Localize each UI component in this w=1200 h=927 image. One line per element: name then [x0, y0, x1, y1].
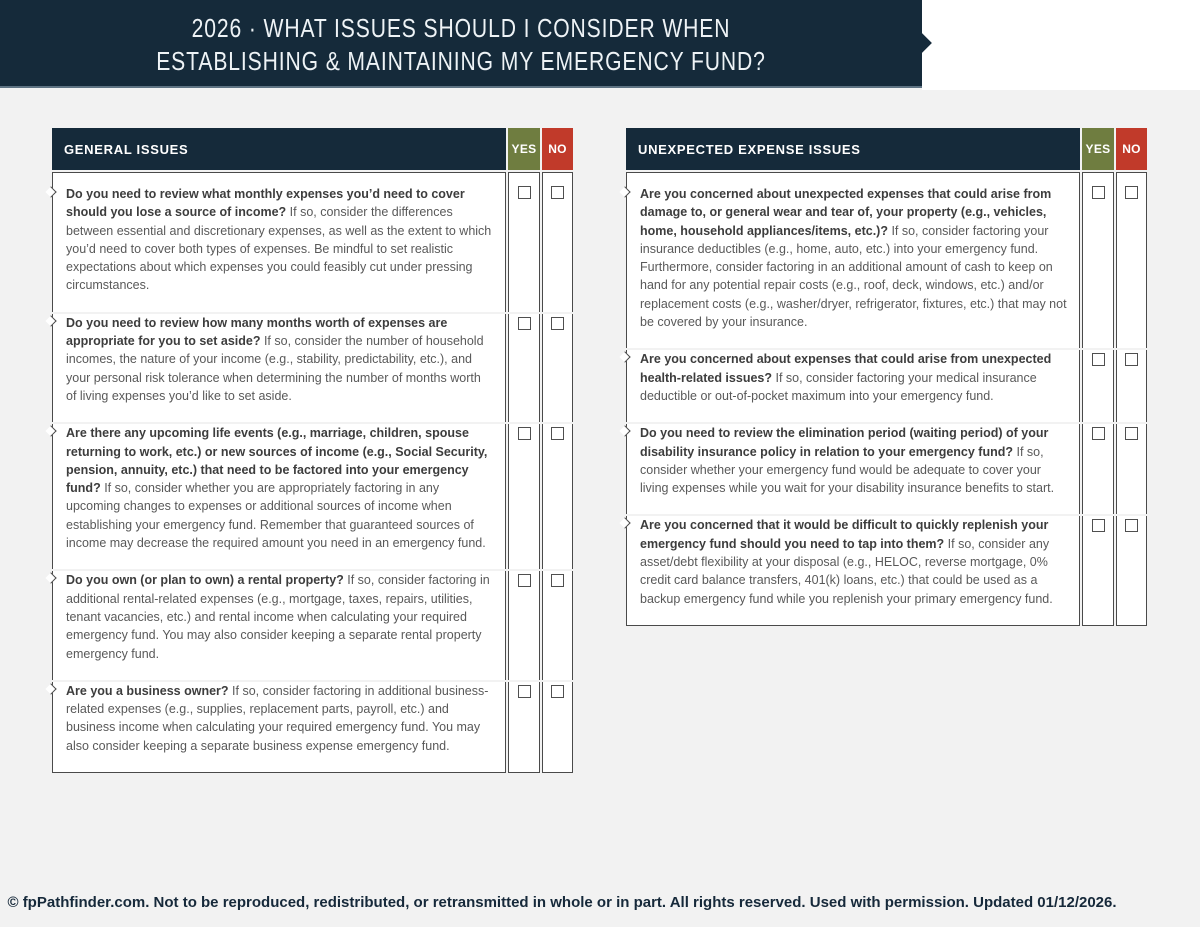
no-checkbox[interactable] [551, 317, 564, 330]
yes-column-header: YES [508, 128, 540, 170]
general-issues-table [52, 128, 573, 773]
header-right-spacer [922, 0, 1200, 90]
question-text: Are there any upcoming life events (e.g., marriage, children, spouse returning to work, etc.) or new sources of income (e.g., Social Security, pension, annuity, etc.) that need to be factored into your emergency fund? [66, 426, 488, 496]
no-cell [542, 314, 573, 422]
yes-checkbox[interactable] [1092, 186, 1105, 199]
question-text: Do you need to review how many months worth of expenses are appropriate for you to set aside? [66, 315, 448, 349]
no-checkbox[interactable] [1125, 427, 1138, 440]
yes-cell [1082, 350, 1114, 422]
question-detail: If so, consider whether you are appropriately factoring in any upcoming changes to expenses or additional sources of income when establishing your emergency fund. Remember that guaranteed sources of income may decrease the required amount you need in an emergency fund. [66, 481, 486, 551]
question-cell [626, 516, 1080, 625]
no-checkbox[interactable] [1125, 186, 1138, 199]
question-text: Are you a business owner? [66, 683, 229, 698]
question-cell [626, 424, 1080, 514]
no-checkbox[interactable] [1125, 519, 1138, 532]
chevron-right-icon [45, 426, 56, 437]
yes-checkbox[interactable] [518, 317, 531, 330]
chevron-right-icon [45, 186, 56, 197]
question-cell [52, 682, 506, 773]
no-cell [542, 172, 573, 312]
no-column-header: NO [1116, 128, 1147, 170]
yes-cell [508, 172, 540, 312]
page-title-line1: 2026 · WHAT ISSUES SHOULD I CONSIDER WHEN [191, 14, 731, 44]
no-checkbox[interactable] [1125, 353, 1138, 366]
no-cell [1116, 350, 1147, 422]
table-title: GENERAL ISSUES [52, 128, 506, 170]
question-cell [626, 172, 1080, 348]
table-title: UNEXPECTED EXPENSE ISSUES [626, 128, 1080, 170]
unexpected-expense-issues-table [626, 128, 1147, 626]
yes-checkbox[interactable] [518, 685, 531, 698]
question-text: Are you concerned about expenses that could arise from unexpected health-related issues? [640, 352, 1052, 385]
yes-cell [508, 424, 540, 569]
yes-checkbox[interactable] [1092, 427, 1105, 440]
no-cell [542, 682, 573, 773]
question-detail: If so, consider factoring your medical insurance deductible or out-of-pocket maximum into your emergency fund. [640, 370, 1037, 403]
yes-cell [508, 571, 540, 679]
question-cell [52, 314, 506, 422]
yes-checkbox[interactable] [518, 574, 531, 587]
question-detail: If so, consider factoring in additional rental-related expenses (e.g., mortgage, taxes, repairs, utilities, tenant vacancies, etc.) and rental income when calculating your required emergency fund. You may also consider keeping a separate rental property emergency fund. [66, 573, 490, 661]
chevron-right-icon [619, 426, 630, 437]
page-title [55, 0, 866, 78]
chevron-right-icon [45, 573, 56, 584]
no-column-header: NO [542, 128, 573, 170]
question-detail: If so, consider any asset/debt flexibility at your disposal (e.g., HELOC, reverse mortgage, 0% credit card balance transfers, 401(k) loans, etc.) that could be used as a backup emergency fund while you replenish your primary emergency fund. [640, 536, 1053, 606]
question-text: Are you concerned about unexpected expenses that could arise from damage to, or general wear and tear of, your property (e.g., vehicles, home, household appliances/items, etc.)? [640, 187, 1052, 238]
chevron-right-icon [619, 352, 630, 363]
no-cell [1116, 172, 1147, 348]
question-cell [52, 424, 506, 569]
chevron-right-icon [45, 683, 56, 694]
yes-checkbox[interactable] [1092, 353, 1105, 366]
no-checkbox[interactable] [551, 574, 564, 587]
yes-cell [1082, 172, 1114, 348]
question-detail: If so, consider factoring in additional business-related expenses (e.g., supplies, replacement parts, payroll, etc.) and business income when calculating your required emergency fund. You may also consider keeping a separate business expense emergency fund. [66, 683, 489, 753]
no-cell [542, 424, 573, 569]
no-checkbox[interactable] [551, 427, 564, 440]
yes-checkbox[interactable] [1092, 519, 1105, 532]
yes-cell [1082, 516, 1114, 625]
no-checkbox[interactable] [551, 186, 564, 199]
chevron-right-icon [619, 186, 630, 197]
question-text: Do you own (or plan to own) a rental property? [66, 573, 344, 588]
yes-cell [508, 682, 540, 773]
yes-cell [1082, 424, 1114, 514]
chevron-right-icon [45, 315, 56, 326]
no-cell [1116, 516, 1147, 625]
yes-cell [508, 314, 540, 422]
question-detail: If so, consider whether your emergency fund would be adequate to cover your living expenses while you wait for your disability insurance benefits to start. [640, 444, 1055, 496]
question-text: Are you concerned that it would be difficult to quickly replenish your emergency fund should you need to tap into them? [640, 518, 1049, 551]
question-detail: If so, consider the differences between essential and discretionary expenses, as well as the extent to which you’d need to cover both types of expenses. Be mindful to set realistic expectations about which expenses you could feasibly cut under pressing circumstances. [66, 205, 492, 293]
no-cell [542, 571, 573, 679]
chevron-right-icon [619, 518, 630, 529]
footer-copyright: © fpPathfinder.com. Not to be reproduced, redistributed, or retransmitted in whole or in part. All rights reserved. Used with permission. Updated 01/12/2026. [7, 894, 1117, 911]
no-cell [1116, 424, 1147, 514]
question-text: Do you need to review the elimination period (waiting period) of your disability insurance policy in relation to your emergency fund? [640, 426, 1049, 459]
yes-checkbox[interactable] [518, 186, 531, 199]
yes-checkbox[interactable] [518, 427, 531, 440]
question-detail: If so, consider factoring your insurance deductibles (e.g., home, auto, etc.) into your emergency fund. Furthermore, consider factoring in an additional amount of cash to keep on hand for any potential repair costs (e.g., roof, deck, windows, etc.) and/or replacement costs (e.g., washer/dryer, refrigerator, fixtures, etc.) that may not be covered by your insurance. [640, 223, 1067, 330]
question-text: Do you need to review what monthly expenses you’d need to cover should you lose a source of income? [66, 187, 465, 220]
question-detail: If so, consider the number of household incomes, the nature of your income (e.g., stability, predictability, etc.), and your personal risk tolerance when determining the number of months worth of living expenses you’d like to set aside. [66, 334, 484, 403]
no-checkbox[interactable] [551, 685, 564, 698]
yes-column-header: YES [1082, 128, 1114, 170]
header-banner [0, 0, 922, 88]
page-title-line2: ESTABLISHING & MAINTAINING MY EMERGENCY FUND? [156, 47, 766, 77]
question-cell [52, 571, 506, 679]
question-cell [52, 172, 506, 312]
question-cell [626, 350, 1080, 422]
